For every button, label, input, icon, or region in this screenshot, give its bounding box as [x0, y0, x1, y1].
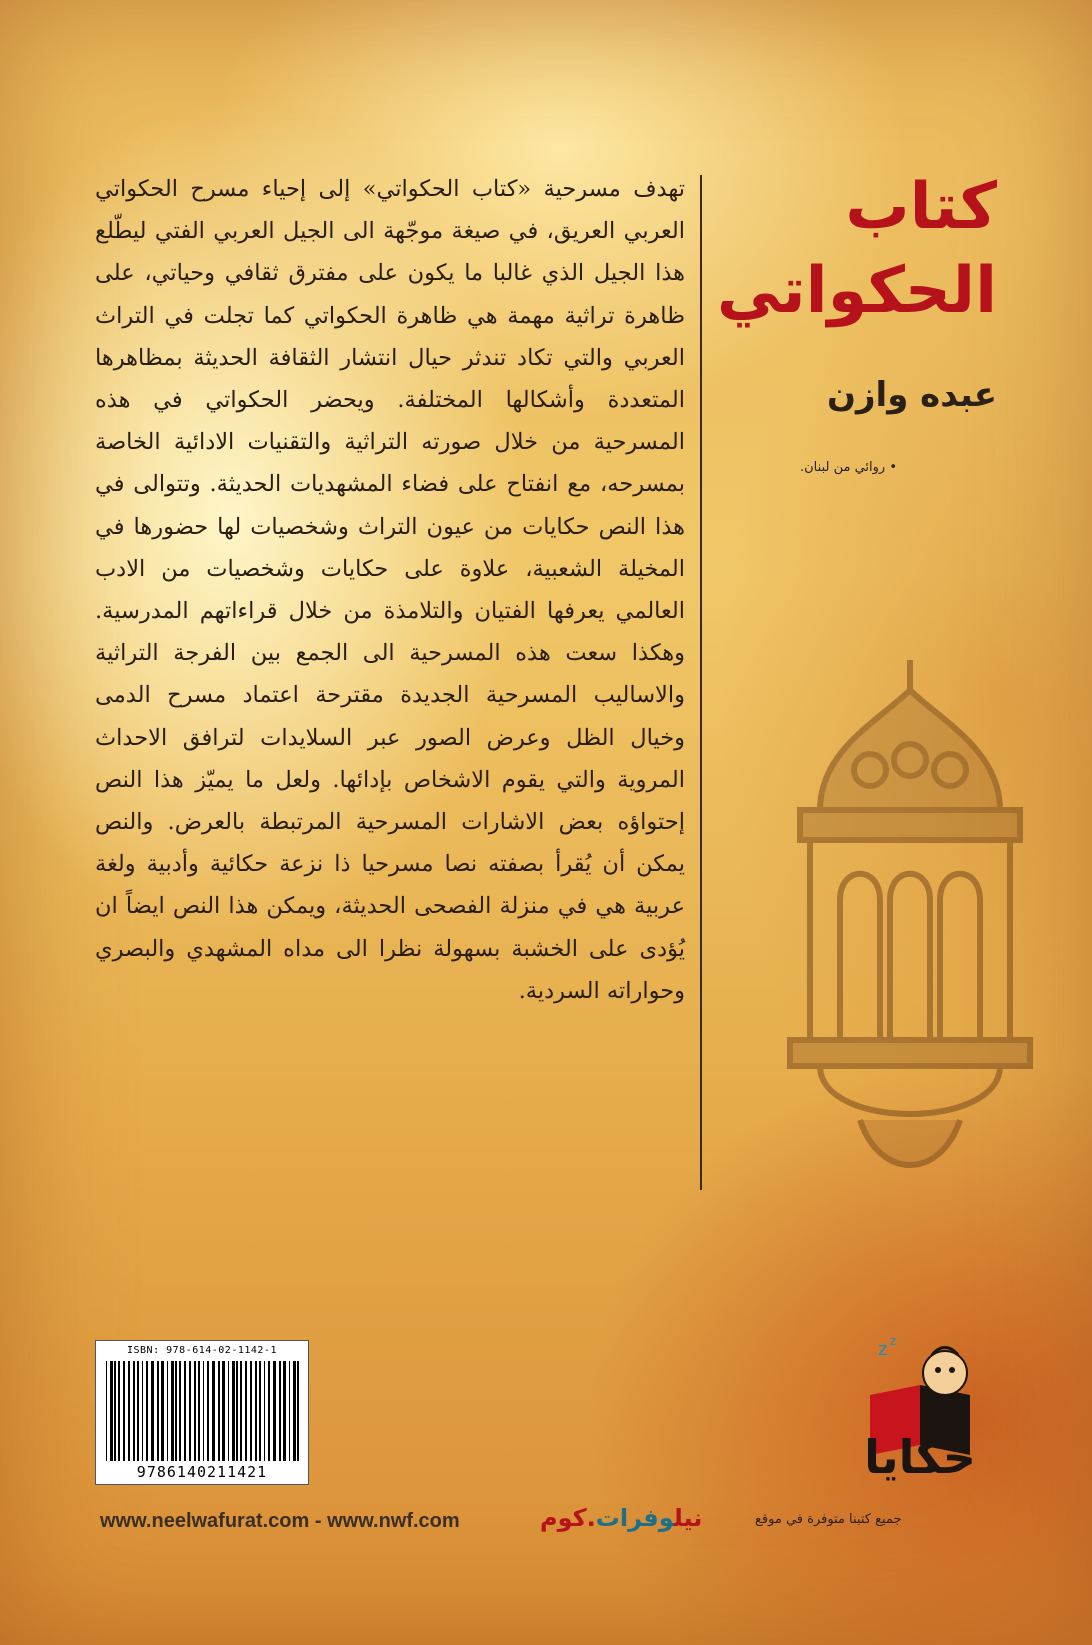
barcode-bar: [198, 1361, 200, 1461]
barcode: [95, 1340, 309, 1485]
barcode-bar: [232, 1361, 235, 1461]
barcode-bar: [222, 1361, 225, 1461]
barcode-bar: [207, 1361, 209, 1461]
barcode-bar: [212, 1361, 215, 1461]
barcode-bar: [106, 1361, 107, 1461]
column-divider: [700, 175, 702, 1190]
barcode-bar: [194, 1361, 196, 1461]
author-name: عبده وازن: [826, 375, 997, 415]
barcode-bar: [123, 1361, 125, 1461]
barcode-bar: [175, 1361, 177, 1461]
barcode-bar: [218, 1361, 220, 1461]
barcode-bar: [203, 1361, 204, 1461]
barcode-bar: [297, 1361, 299, 1461]
barcode-bar: [236, 1361, 238, 1461]
footer-brand: [540, 1504, 702, 1532]
svg-text:z: z: [878, 1339, 888, 1360]
barcode-bar: [171, 1361, 174, 1461]
svg-text:z: z: [890, 1334, 897, 1348]
brand-part1: نيل: [673, 1504, 703, 1532]
barcode-bar: [118, 1361, 120, 1461]
barcode-bar: [264, 1361, 265, 1461]
barcode-bar: [245, 1361, 247, 1461]
barcode-bar: [133, 1361, 135, 1461]
book-title: [697, 165, 997, 333]
barcode-bar: [137, 1361, 139, 1461]
barcode-bar: [293, 1361, 296, 1461]
barcode-bar: [157, 1361, 159, 1461]
brand-part2: وفرات: [595, 1504, 674, 1532]
barcode-bar: [228, 1361, 229, 1461]
barcode-bar: [250, 1361, 252, 1461]
barcode-bar: [161, 1361, 164, 1461]
barcode-bar: [167, 1361, 168, 1461]
barcode-bar: [128, 1361, 130, 1461]
barcode-bar: [283, 1361, 286, 1461]
book-title-line2: الحكواتي: [716, 254, 997, 328]
publisher-logo-text: حكايا: [864, 1430, 976, 1484]
barcode-bar: [273, 1361, 276, 1461]
barcode-bar: [110, 1361, 113, 1461]
barcode-bar: [142, 1361, 143, 1461]
barcode-bar: [268, 1361, 270, 1461]
isbn-label: ISBN: 978-614-02-1142-1: [127, 1345, 277, 1356]
author-note: • روائي من لبنان.: [800, 460, 897, 475]
barcode-bar: [151, 1361, 154, 1461]
blurb-text: تهدف مسرحية «كتاب الحكواتي» إلى إحياء مسرح الحكواتي العربي العريق، في صيغة موجّهة الى الجيل العربي الفتي ليطّلع هذا الجيل الذي غالبا ما يكون على مفترق ثقافي وحياتي، على ظاهرة تراثية مهمة هي ظاهرة الحكواتي كما تجلت في التراث العربي والتي تكاد تندثر حيال انتشار الثقافة الحديثة بمظاهرها المتعددة وأشكالها المختلفة. ويحضر الحكواتي في هذه المسرحية من خلال صورته التراثية والتقنيات الادائية الخاصة بمسرحه، مع انفتاح على فضاء المشهديات الحديثة. وتتوالى في هذا النص حكايات من عيون التراث وشخصيات لها حضورها في المخيلة الشعبية، علاوة على حكايات وشخصيات من الادب العالمي يعرفها الفتيان والتلامذة من خلال قراءاتهم المدرسية. وهكذا سعت هذه المسرحية الى الجمع بين الفرجة التراثية والاساليب المسرحية الجديدة مقترحة اعتماد مسرح الدمى وخيال الظل وعرض الصور عبر السلايدات لترافق الاحداث المروية والتي يقوم الاشخاص بإدائها. ولعل ما يميّز هذا النص إحتواؤه بعض الاشارات المسرحية المرتبطة بالعرض. والنص يمكن أن يُقرأ بصفته نصا مسرحيا ذا نزعة حكائية وأدبية ولغة عربية هي في منزلة الفصحى الحديثة، ويمكن هذا النص ايضاً ان يُؤدى على الخشبة بسهولة نظرا الى مداه المشهدي والبصري وحواراته السردية.: [95, 176, 685, 1004]
barcode-bar: [189, 1361, 191, 1461]
barcode-bar: [114, 1361, 116, 1461]
barcode-bar: [259, 1361, 261, 1461]
barcode-bars: [104, 1361, 300, 1461]
footer-note: جميع كتبنا متوفرة في موقع: [755, 1512, 902, 1527]
barcode-bar: [240, 1361, 242, 1461]
footer-urls: www.neelwafurat.com - www.nwf.com: [100, 1510, 460, 1532]
lantern-illustration: [760, 660, 1040, 1200]
barcode-bar: [179, 1361, 181, 1461]
brand-part3: .كوم: [540, 1504, 596, 1532]
barcode-number: 9786140211421: [136, 1463, 268, 1481]
barcode-bar: [255, 1361, 257, 1461]
barcode-bar: [279, 1361, 281, 1461]
barcode-bar: [146, 1361, 148, 1461]
book-title-line1: كتاب: [845, 170, 997, 244]
barcode-bar: [184, 1361, 186, 1461]
barcode-bar: [289, 1361, 290, 1461]
